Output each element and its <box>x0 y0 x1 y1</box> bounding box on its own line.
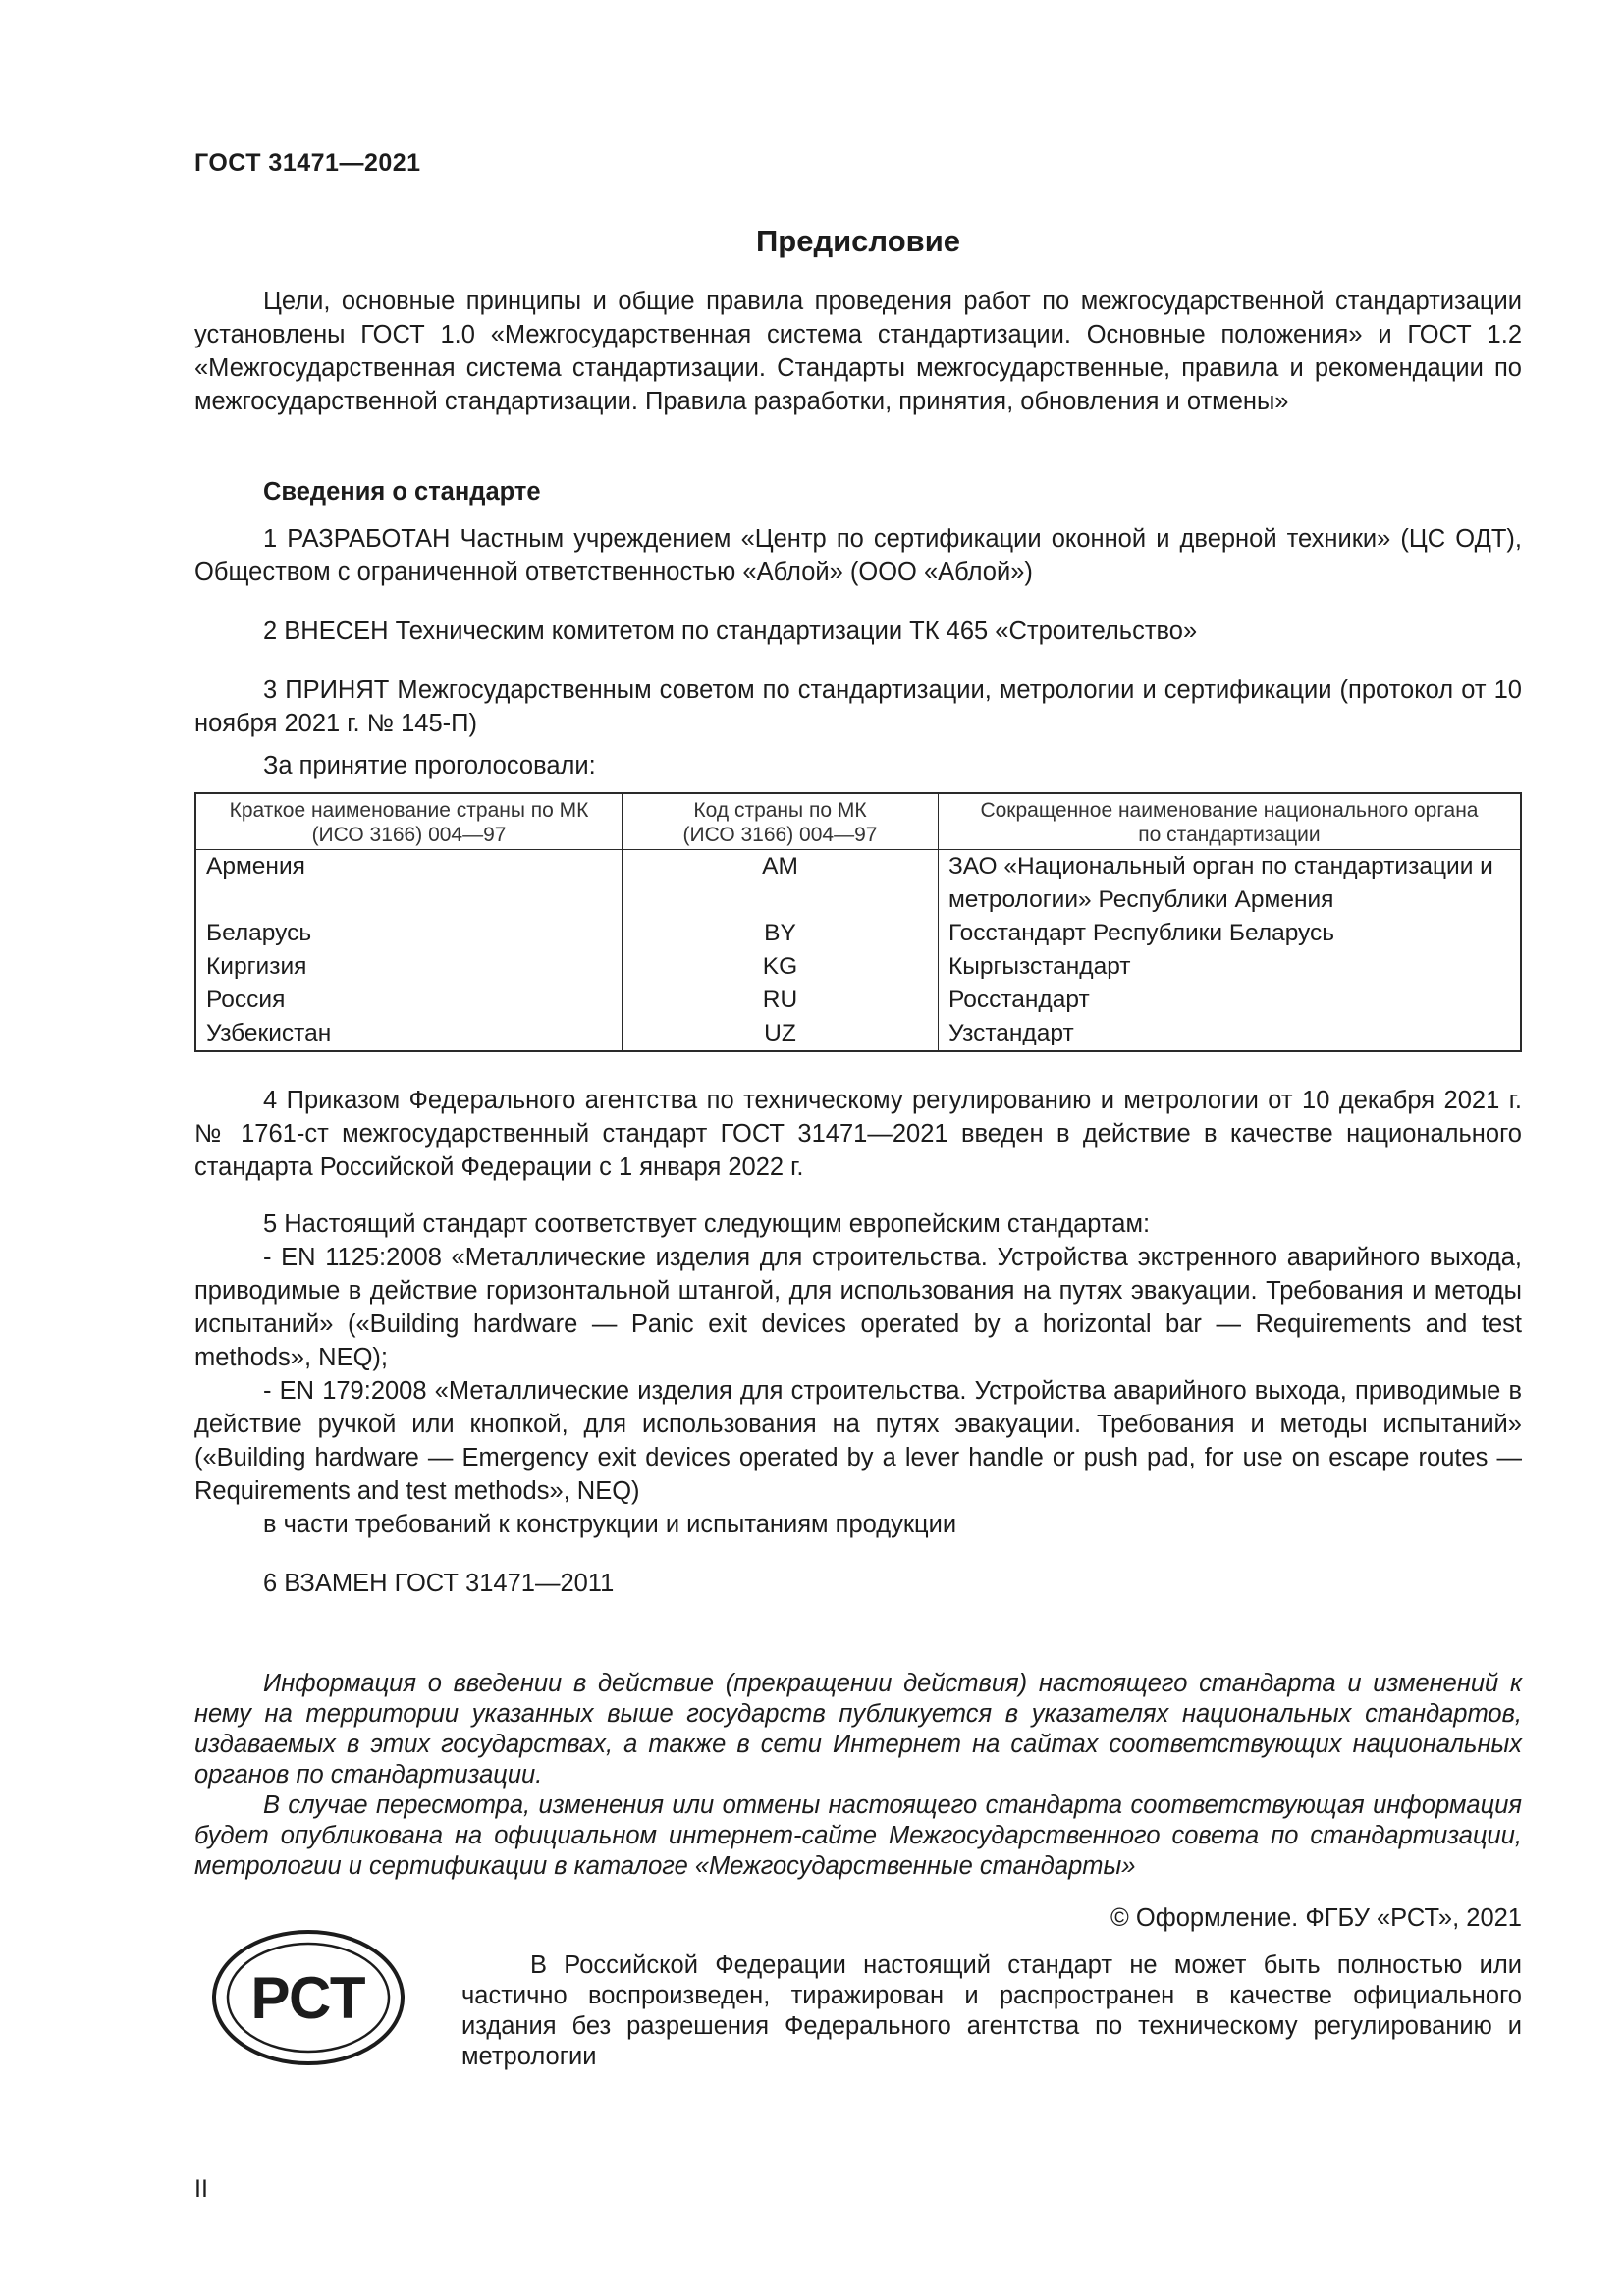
votes-table <box>194 792 1522 1052</box>
cell-country: Россия <box>195 984 623 1017</box>
logo-lettering: РСТ <box>250 1965 366 2031</box>
table-row <box>195 950 1521 984</box>
table-row <box>195 850 1521 918</box>
copyright-notice: В Российской Федерации настоящий стандарт не может быть полностью или частично воспроизведен, тиражирован и распространен в качестве официального издания без разрешения Федерального агентства по техническому регулированию и метрологии <box>461 1951 1522 2070</box>
column-header-country: Краткое наименование страны по МК (ИСО 3166) 004—97 <box>195 793 623 850</box>
cell-code: UZ <box>623 1017 939 1051</box>
table-row <box>195 1017 1521 1051</box>
cell-body: Росстандарт <box>938 984 1521 1017</box>
item-compliance-lead: 5 Настоящий стандарт соответствует следующим европейским стандартам: <box>263 1210 1151 1238</box>
standard-info-heading: Сведения о стандарте <box>263 478 541 506</box>
item-compliance-en1125: - EN 1125:2008 «Металлические изделия для строительства. Устройства экстренного аварийного выхода, приводимые в действие горизонтальной штангой, для использования на путях эвакуации. Требования и методы испытаний» («Building hardware — Panic exit devices operated by a horizontal bar — Requirements and test methods», NEQ); <box>194 1244 1522 1371</box>
item-compliance-tail: в части требований к конструкции и испытаниям продукции <box>263 1511 957 1538</box>
cell-country: Узбекистан <box>195 1017 623 1051</box>
column-header-body: Сокращенное наименование национального органа по стандартизации <box>938 793 1521 850</box>
table-row <box>195 984 1521 1017</box>
cell-code: AM <box>623 850 939 918</box>
document-id: ГОСТ 31471—2021 <box>194 149 421 177</box>
cell-body: Госстандарт Республики Беларусь <box>938 917 1521 950</box>
copyright-line: © Оформление. ФГБУ «РСТ», 2021 <box>1110 1904 1522 1932</box>
cell-code: BY <box>623 917 939 950</box>
voted-label: За принятие проголосовали: <box>263 752 596 779</box>
document-page <box>194 0 1522 2296</box>
cell-country: Киргизия <box>195 950 623 984</box>
cell-body: ЗАО «Национальный орган по стандартизации и метрологии» Республики Армения <box>938 850 1521 918</box>
item-adopted: 3 ПРИНЯТ Межгосударственным советом по стандартизации, метрологии и сертификации (протокол от 10 ноября 2021 г. № 145-П) <box>194 676 1522 737</box>
item-replaces: 6 ВЗАМЕН ГОСТ 31471—2011 <box>263 1570 615 1597</box>
table-row <box>195 917 1521 950</box>
item-developed: 1 РАЗРАБОТАН Частным учреждением «Центр по сертификации оконной и дверной техники» (ЦС ОДТ), Обществом с ограниченной ответственностью «Аблой» (ООО «Аблой») <box>194 525 1522 586</box>
item-enacted: 4 Приказом Федерального агентства по техническому регулированию и метрологии от 10 декабря 2021 г. № 1761-ст межгосударственный стандарт ГОСТ 31471—2021 введен в действие в качестве национального стандарта Российской Федерации с 1 января 2022 г. <box>194 1087 1522 1181</box>
cell-body: Кыргызстандарт <box>938 950 1521 984</box>
page-title: Предисловие <box>755 224 960 258</box>
info-paragraph-revision: В случае пересмотра, изменения или отмены настоящего стандарта соответствующая информация будет опубликована на официальном интернет-сайте Межгосударственного совета по стандартизации, метрологии и сертификации в каталоге «Межгосударственные стандарты» <box>194 1791 1522 1880</box>
cell-code: KG <box>623 950 939 984</box>
column-header-code: Код страны по МК (ИСО 3166) 004—97 <box>623 793 939 850</box>
page-number: II <box>194 2175 208 2203</box>
cell-country: Армения <box>195 850 623 918</box>
item-introduced: 2 ВНЕСЕН Техническим комитетом по стандартизации ТК 465 «Строительство» <box>263 617 1198 645</box>
info-paragraph-enactment: Информация о введении в действие (прекращении действия) настоящего стандарта и изменений к нему на территории указанных выше государств публикуется в указателях национальных стандартов, издаваемых в этих государствах, а также в сети Интернет на сайтах соответствующих национальных органов по стандартизации. <box>194 1670 1522 1789</box>
intro-paragraph: Цели, основные принципы и общие правила проведения работ по межгосударственной стандартизации установлены ГОСТ 1.0 «Межгосударственная система стандартизации. Основные положения» и ГОСТ 1.2 «Межгосударственная система стандартизации. Стандарты межгосударственные, правила и рекомендации по межгосударственной стандартизации. Правила разработки, принятия, обновления и отмены» <box>194 288 1522 415</box>
rst-logo-icon <box>210 1928 406 2067</box>
item-compliance-en179: - EN 179:2008 «Металлические изделия для строительства. Устройства аварийного выхода, приводимые в действие ручкой или кнопкой, для использования на путях эвакуации. Требования и методы испытаний» («Building hardware — Emergency exit devices operated by a lever handle or push pad, for use on escape routes — Requirements and test methods», NEQ) <box>194 1377 1522 1505</box>
table-header-row <box>195 793 1521 850</box>
cell-country: Беларусь <box>195 917 623 950</box>
cell-body: Узстандарт <box>938 1017 1521 1051</box>
cell-code: RU <box>623 984 939 1017</box>
